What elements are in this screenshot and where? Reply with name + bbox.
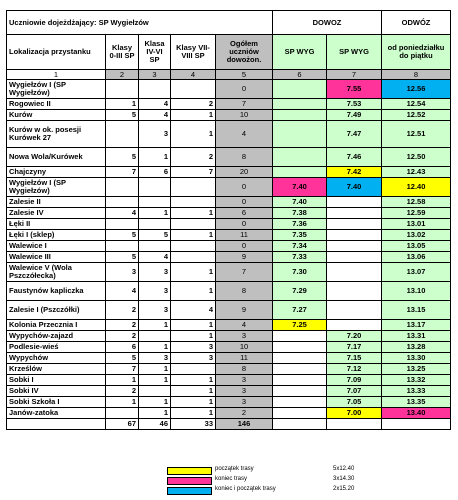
cell-dowoz-time-2 xyxy=(327,219,382,230)
legend-value: 5x12.40 xyxy=(333,466,355,472)
table-row xyxy=(7,320,451,331)
cell-dowoz-time-2: 7.40 xyxy=(327,178,382,197)
cell-grades-0-3: 7 xyxy=(106,167,139,178)
cell-dowoz-time-2 xyxy=(327,301,382,320)
cell-grades-0-3 xyxy=(106,241,139,252)
cell-dowoz-time-2: 7.05 xyxy=(327,397,382,408)
cell-location: Faustynów kapliczka xyxy=(7,282,106,301)
cell-dowoz-time-1: 7.25 xyxy=(273,320,327,331)
cell-total-students: 20 xyxy=(216,167,273,178)
cell-location: Krześlów xyxy=(7,364,106,375)
cell-dowoz-time-2 xyxy=(327,241,382,252)
col-number: 6 xyxy=(273,70,327,80)
schedule-table xyxy=(6,10,451,430)
cell-total-students: 7 xyxy=(216,263,273,282)
cell-grades-0-3: 1 xyxy=(106,397,139,408)
cell-total-students: 2 xyxy=(216,408,273,419)
cell-total-students: 3 xyxy=(216,375,273,386)
legend-label: koniec i początek trasy xyxy=(215,486,276,492)
cell-dowoz-time-2: 7.07 xyxy=(327,386,382,397)
cell-grades-0-3: 2 xyxy=(106,331,139,342)
cell-grades-4-6: 1 xyxy=(139,375,171,386)
cell-dowoz-time-1: 7.33 xyxy=(273,252,327,263)
header-dowoz-2: SP WYG xyxy=(327,35,382,70)
table-row xyxy=(7,241,451,252)
cell-total-students: 3 xyxy=(216,386,273,397)
cell-total-students: 9 xyxy=(216,301,273,320)
cell-grades-4-6: 5 xyxy=(139,230,171,241)
cell-dowoz-time-1 xyxy=(273,110,327,121)
total-grades-0-3: 67 xyxy=(106,419,139,430)
totals-empty xyxy=(327,419,382,430)
cell-grades-4-6: 1 xyxy=(139,320,171,331)
cell-odwoz-time: 13.25 xyxy=(382,364,451,375)
cell-grades-7-8: 1 xyxy=(171,208,216,219)
col-number: 4 xyxy=(171,70,216,80)
cell-grades-4-6 xyxy=(139,331,171,342)
table-row xyxy=(7,386,451,397)
cell-total-students: 0 xyxy=(216,241,273,252)
cell-location: Wypychów xyxy=(7,353,106,364)
cell-grades-0-3 xyxy=(106,219,139,230)
cell-grades-0-3: 4 xyxy=(106,208,139,219)
cell-odwoz-time: 13.07 xyxy=(382,263,451,282)
cell-grades-7-8 xyxy=(171,178,216,197)
header-grades-0-3: Klasy 0-III SP xyxy=(106,35,139,70)
cell-location: Walewice V (Wola Pszczółecka) xyxy=(7,263,106,282)
cell-odwoz-time: 12.43 xyxy=(382,167,451,178)
cell-dowoz-time-1 xyxy=(273,364,327,375)
cell-dowoz-time-2: 7.55 xyxy=(327,80,382,99)
cell-grades-0-3: 5 xyxy=(106,252,139,263)
cell-total-students: 0 xyxy=(216,219,273,230)
cell-odwoz-time: 12.40 xyxy=(382,178,451,197)
cell-total-students: 4 xyxy=(216,320,273,331)
cell-odwoz-time: 13.05 xyxy=(382,241,451,252)
odwoz-header: ODWÓZ xyxy=(382,11,451,35)
cell-dowoz-time-1: 7.38 xyxy=(273,208,327,219)
cell-grades-4-6: 1 xyxy=(139,208,171,219)
cell-grades-0-3 xyxy=(106,197,139,208)
cell-grades-7-8: 1 xyxy=(171,282,216,301)
cell-grades-0-3: 3 xyxy=(106,263,139,282)
cell-odwoz-time: 12.56 xyxy=(382,80,451,99)
cell-location: Łęki II xyxy=(7,219,106,230)
cell-dowoz-time-1 xyxy=(273,99,327,110)
title-row xyxy=(7,11,451,35)
cell-odwoz-time: 12.52 xyxy=(382,110,451,121)
cell-grades-4-6: 3 xyxy=(139,301,171,320)
cell-location: Walewice I xyxy=(7,241,106,252)
cell-dowoz-time-1 xyxy=(273,148,327,167)
cell-dowoz-time-1 xyxy=(273,121,327,148)
cell-total-students: 11 xyxy=(216,230,273,241)
cell-grades-7-8: 1 xyxy=(171,320,216,331)
legend-swatch xyxy=(167,467,212,475)
cell-dowoz-time-2: 7.53 xyxy=(327,99,382,110)
table-row xyxy=(7,178,451,197)
cell-dowoz-time-1: 7.30 xyxy=(273,263,327,282)
cell-grades-0-3: 2 xyxy=(106,320,139,331)
header-location: Lokalizacja przystanku xyxy=(7,35,106,70)
cell-odwoz-time: 13.32 xyxy=(382,375,451,386)
cell-grades-7-8 xyxy=(171,241,216,252)
totals-label xyxy=(7,419,106,430)
cell-location: Kurów xyxy=(7,110,106,121)
cell-grades-4-6: 1 xyxy=(139,342,171,353)
cell-grades-7-8 xyxy=(171,364,216,375)
cell-location: Sobki Szkoła I xyxy=(7,397,106,408)
cell-grades-4-6: 3 xyxy=(139,263,171,282)
cell-total-students: 8 xyxy=(216,364,273,375)
legend-value: 2x15.20 xyxy=(333,486,355,492)
cell-total-students: 3 xyxy=(216,397,273,408)
cell-dowoz-time-1 xyxy=(273,80,327,99)
cell-location: Janów-zatoka xyxy=(7,408,106,419)
cell-grades-7-8: 2 xyxy=(171,99,216,110)
cell-grades-0-3 xyxy=(106,408,139,419)
cell-total-students: 3 xyxy=(216,331,273,342)
cell-total-students: 7 xyxy=(216,99,273,110)
cell-grades-4-6: 1 xyxy=(139,364,171,375)
cell-total-students: 8 xyxy=(216,148,273,167)
cell-location: Sobki I xyxy=(7,375,106,386)
cell-odwoz-time: 13.06 xyxy=(382,252,451,263)
col-number: 2 xyxy=(106,70,139,80)
cell-odwoz-time: 13.35 xyxy=(382,397,451,408)
cell-dowoz-time-2 xyxy=(327,282,382,301)
cell-odwoz-time: 12.50 xyxy=(382,148,451,167)
cell-total-students: 6 xyxy=(216,208,273,219)
cell-grades-0-3: 1 xyxy=(106,99,139,110)
cell-grades-4-6: 3 xyxy=(139,353,171,364)
legend-swatch xyxy=(167,477,212,485)
total-grades-7-8: 33 xyxy=(171,419,216,430)
cell-grades-0-3: 7 xyxy=(106,364,139,375)
col-number: 5 xyxy=(216,70,273,80)
cell-dowoz-time-1: 7.40 xyxy=(273,197,327,208)
cell-dowoz-time-2: 7.49 xyxy=(327,110,382,121)
col-number: 1 xyxy=(7,70,106,80)
table-row xyxy=(7,208,451,219)
cell-grades-7-8: 1 xyxy=(171,375,216,386)
cell-dowoz-time-2 xyxy=(327,320,382,331)
cell-dowoz-time-2 xyxy=(327,197,382,208)
cell-dowoz-time-1 xyxy=(273,408,327,419)
cell-grades-4-6 xyxy=(139,241,171,252)
table-row xyxy=(7,219,451,230)
cell-grades-7-8: 3 xyxy=(171,342,216,353)
header-dowoz-1: SP WYG xyxy=(273,35,327,70)
cell-odwoz-time: 13.17 xyxy=(382,320,451,331)
cell-total-students: 10 xyxy=(216,342,273,353)
cell-dowoz-time-1 xyxy=(273,167,327,178)
cell-grades-7-8: 1 xyxy=(171,397,216,408)
cell-dowoz-time-1: 7.34 xyxy=(273,241,327,252)
cell-grades-7-8 xyxy=(171,197,216,208)
cell-odwoz-time: 13.28 xyxy=(382,342,451,353)
col-number: 3 xyxy=(139,70,171,80)
cell-odwoz-time: 13.01 xyxy=(382,219,451,230)
cell-grades-7-8: 1 xyxy=(171,263,216,282)
cell-location: Zalesie IV xyxy=(7,208,106,219)
cell-grades-7-8: 1 xyxy=(171,331,216,342)
cell-grades-4-6 xyxy=(139,197,171,208)
table-row xyxy=(7,364,451,375)
totals-empty xyxy=(382,419,451,430)
cell-grades-0-3: 1 xyxy=(106,375,139,386)
cell-dowoz-time-1 xyxy=(273,331,327,342)
cell-dowoz-time-1 xyxy=(273,375,327,386)
cell-grades-7-8: 7 xyxy=(171,167,216,178)
cell-total-students: 11 xyxy=(216,353,273,364)
cell-location: Wygiełzów I (SP Wygiełzów) xyxy=(7,80,106,99)
legend-swatch xyxy=(167,487,212,495)
cell-dowoz-time-1: 7.35 xyxy=(273,230,327,241)
cell-location: Sobki IV xyxy=(7,386,106,397)
cell-grades-7-8: 2 xyxy=(171,148,216,167)
cell-grades-7-8 xyxy=(171,252,216,263)
cell-location: Kurów w ok. posesji Kurówek 27 xyxy=(7,121,106,148)
cell-odwoz-time: 12.51 xyxy=(382,121,451,148)
cell-grades-0-3: 2 xyxy=(106,386,139,397)
cell-grades-0-3: 5 xyxy=(106,353,139,364)
cell-grades-4-6: 3 xyxy=(139,121,171,148)
cell-total-students: 0 xyxy=(216,197,273,208)
table-row xyxy=(7,230,451,241)
cell-grades-4-6: 4 xyxy=(139,110,171,121)
cell-grades-7-8 xyxy=(171,219,216,230)
cell-dowoz-time-1 xyxy=(273,353,327,364)
cell-grades-4-6: 1 xyxy=(139,148,171,167)
table-row xyxy=(7,375,451,386)
cell-dowoz-time-1: 7.27 xyxy=(273,301,327,320)
cell-dowoz-time-1: 7.36 xyxy=(273,219,327,230)
cell-total-students: 8 xyxy=(216,282,273,301)
cell-dowoz-time-2: 7.09 xyxy=(327,375,382,386)
cell-dowoz-time-2: 7.47 xyxy=(327,121,382,148)
table-row xyxy=(7,408,451,419)
table-row xyxy=(7,282,451,301)
cell-grades-4-6 xyxy=(139,219,171,230)
cell-grades-4-6 xyxy=(139,178,171,197)
cell-odwoz-time: 13.33 xyxy=(382,386,451,397)
cell-location: Chajczyny xyxy=(7,167,106,178)
cell-dowoz-time-1: 7.40 xyxy=(273,178,327,197)
total-grades-4-6: 46 xyxy=(139,419,171,430)
cell-dowoz-time-2: 7.15 xyxy=(327,353,382,364)
cell-location: Rogowiec II xyxy=(7,99,106,110)
cell-location: Wygiełzów I (SP Wygiełzów) xyxy=(7,178,106,197)
legend-label: koniec trasy xyxy=(215,476,248,482)
cell-grades-4-6: 4 xyxy=(139,99,171,110)
cell-grades-7-8: 4 xyxy=(171,301,216,320)
table-row xyxy=(7,121,451,148)
table-row xyxy=(7,397,451,408)
cell-total-students: 10 xyxy=(216,110,273,121)
cell-total-students: 4 xyxy=(216,121,273,148)
cell-grades-7-8 xyxy=(171,80,216,99)
table-row xyxy=(7,99,451,110)
cell-dowoz-time-2 xyxy=(327,230,382,241)
cell-grades-4-6 xyxy=(139,80,171,99)
cell-grades-4-6 xyxy=(139,386,171,397)
table-row xyxy=(7,80,451,99)
cell-dowoz-time-1 xyxy=(273,342,327,353)
cell-grades-0-3 xyxy=(106,80,139,99)
cell-dowoz-time-2: 7.12 xyxy=(327,364,382,375)
cell-odwoz-time: 12.54 xyxy=(382,99,451,110)
header-odwoz: od poniedziałku do piątku xyxy=(382,35,451,70)
cell-total-students: 9 xyxy=(216,252,273,263)
cell-odwoz-time: 13.30 xyxy=(382,353,451,364)
cell-grades-4-6: 1 xyxy=(139,397,171,408)
table-row xyxy=(7,353,451,364)
cell-grades-0-3: 4 xyxy=(106,282,139,301)
cell-odwoz-time: 13.10 xyxy=(382,282,451,301)
total-students: 146 xyxy=(216,419,273,430)
table-row xyxy=(7,342,451,353)
cell-location: Wypychów-zajazd xyxy=(7,331,106,342)
cell-grades-0-3: 5 xyxy=(106,148,139,167)
col-number: 8 xyxy=(382,70,451,80)
cell-location: Łęki I (sklep) xyxy=(7,230,106,241)
sheet-title: Uczniowie dojeżdżający: SP Wygiełzów xyxy=(7,11,273,35)
dowoz-header: DOWOZ xyxy=(273,11,382,35)
column-number-row xyxy=(7,70,451,80)
cell-odwoz-time: 13.02 xyxy=(382,230,451,241)
cell-total-students: 0 xyxy=(216,80,273,99)
cell-location: Podlesie-wieś xyxy=(7,342,106,353)
header-total-students: Ogółem uczniów dowożon. xyxy=(216,35,273,70)
cell-dowoz-time-2: 7.17 xyxy=(327,342,382,353)
cell-dowoz-time-2 xyxy=(327,252,382,263)
cell-dowoz-time-2: 7.20 xyxy=(327,331,382,342)
cell-odwoz-time: 12.59 xyxy=(382,208,451,219)
cell-odwoz-time: 13.40 xyxy=(382,408,451,419)
cell-odwoz-time: 13.15 xyxy=(382,301,451,320)
table-row xyxy=(7,148,451,167)
cell-grades-7-8: 1 xyxy=(171,230,216,241)
cell-location: Walewice III xyxy=(7,252,106,263)
table-row xyxy=(7,331,451,342)
cell-grades-4-6: 3 xyxy=(139,282,171,301)
table-row xyxy=(7,167,451,178)
cell-grades-0-3 xyxy=(106,178,139,197)
cell-grades-7-8: 1 xyxy=(171,386,216,397)
cell-dowoz-time-1 xyxy=(273,386,327,397)
cell-total-students: 0 xyxy=(216,178,273,197)
cell-grades-4-6: 6 xyxy=(139,167,171,178)
cell-dowoz-time-2: 7.00 xyxy=(327,408,382,419)
cell-grades-7-8: 1 xyxy=(171,121,216,148)
cell-grades-7-8: 3 xyxy=(171,353,216,364)
cell-odwoz-time: 13.31 xyxy=(382,331,451,342)
cell-grades-0-3: 5 xyxy=(106,230,139,241)
cell-grades-0-3 xyxy=(106,121,139,148)
table-row xyxy=(7,252,451,263)
cell-grades-7-8: 1 xyxy=(171,110,216,121)
cell-dowoz-time-1 xyxy=(273,397,327,408)
col-number: 7 xyxy=(327,70,382,80)
header-grades-4-6: Klasa IV-VI SP xyxy=(139,35,171,70)
legend-label: początek trasy xyxy=(215,466,254,472)
cell-grades-4-6: 1 xyxy=(139,408,171,419)
table-body xyxy=(7,80,451,419)
cell-dowoz-time-1: 7.29 xyxy=(273,282,327,301)
cell-dowoz-time-2 xyxy=(327,263,382,282)
cell-odwoz-time: 12.58 xyxy=(382,197,451,208)
cell-grades-0-3: 5 xyxy=(106,110,139,121)
cell-grades-0-3: 2 xyxy=(106,301,139,320)
header-row xyxy=(7,35,451,70)
cell-location: Zalesie II xyxy=(7,197,106,208)
cell-dowoz-time-2: 7.46 xyxy=(327,148,382,167)
cell-grades-4-6: 4 xyxy=(139,252,171,263)
table-row xyxy=(7,301,451,320)
cell-location: Nowa Wola/Kurówek xyxy=(7,148,106,167)
cell-grades-7-8: 1 xyxy=(171,408,216,419)
table-row xyxy=(7,263,451,282)
cell-dowoz-time-2: 7.42 xyxy=(327,167,382,178)
table-row xyxy=(7,197,451,208)
totals-row xyxy=(7,419,451,430)
legend-value: 3x14.30 xyxy=(333,476,355,482)
header-grades-7-8: Klasy VII-VIII SP xyxy=(171,35,216,70)
cell-grades-0-3: 6 xyxy=(106,342,139,353)
totals-empty xyxy=(273,419,327,430)
cell-dowoz-time-2 xyxy=(327,208,382,219)
table-row xyxy=(7,110,451,121)
cell-location: Zalesie I (Pszczółki) xyxy=(7,301,106,320)
cell-location: Kolonia Przecznia I xyxy=(7,320,106,331)
